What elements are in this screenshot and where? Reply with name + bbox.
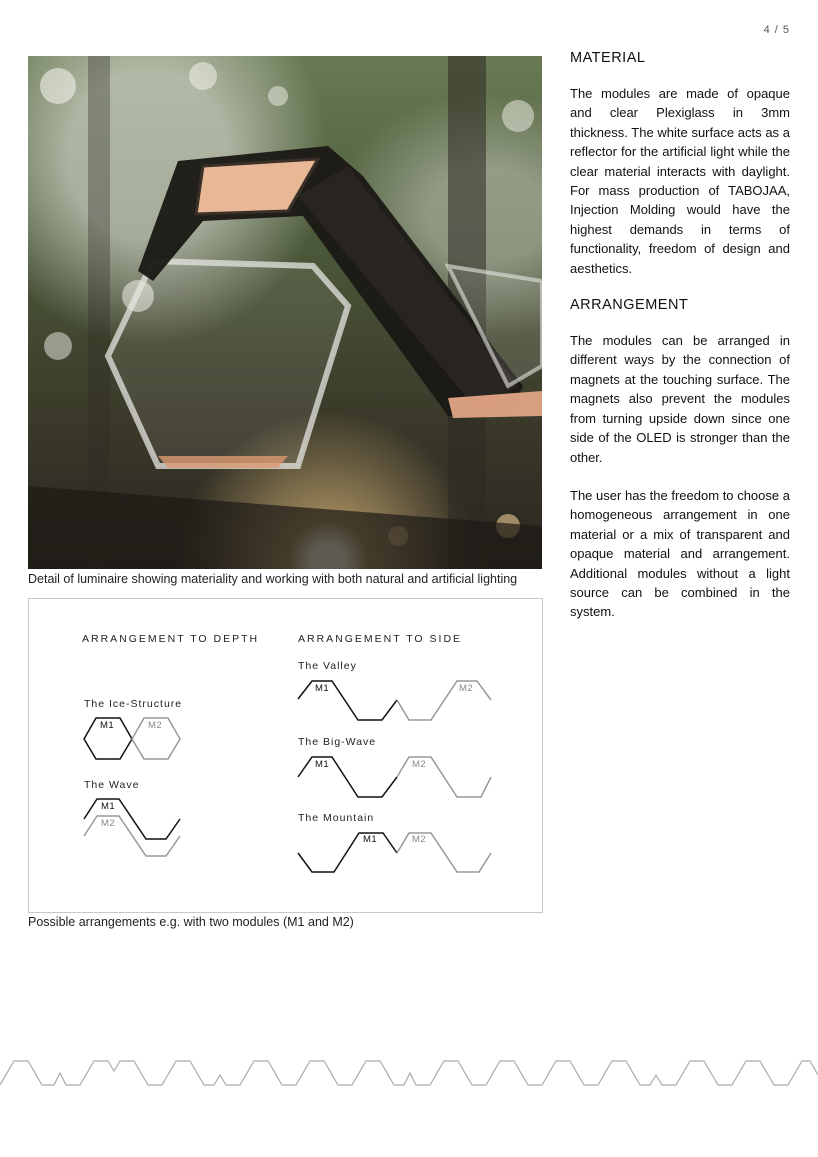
mountain-m1-shape [298, 833, 397, 872]
big-wave-m1-shape [298, 757, 397, 797]
ice-structure-label: The Ice-Structure [84, 698, 183, 710]
mountain-label: The Mountain [298, 812, 375, 824]
mountain-m1-label: M1 [363, 834, 378, 845]
valley-m1-shape [298, 681, 397, 720]
mountain-m2-label: M2 [412, 834, 427, 845]
big-wave-m1-label: M1 [315, 759, 330, 770]
ice-structure-m2-label: M2 [148, 720, 163, 731]
material-paragraph: The modules are made of opaque and clear Plexiglass in 3mm thickness. The white surface acts as a reflector for the artificial light while the clear material interacts with daylight. For mass production of TABOJAA, Injection Molding would have the highest demands in terms of functionality, freedom of design and aesthetics. [570, 86, 790, 276]
page-number: 4 / 5 [763, 24, 790, 36]
ice-structure-m1-label: M1 [100, 720, 115, 731]
wave-label: The Wave [84, 779, 140, 791]
side-heading: ARRANGEMENT TO SIDE [298, 633, 463, 645]
big-wave-label: The Big-Wave [298, 736, 377, 748]
valley-label: The Valley [298, 660, 357, 672]
diagram-caption: Possible arrangements e.g. with two modules (M1 and M2) [28, 915, 354, 929]
luminaire-photo [28, 56, 542, 569]
wave-m2-label: M2 [101, 818, 116, 829]
big-wave-m2-label: M2 [412, 759, 427, 770]
arrangement-title: ARRANGEMENT [570, 297, 689, 314]
valley-m1-label: M1 [315, 683, 330, 694]
footer-wave-decoration [0, 1055, 818, 1091]
depth-heading: ARRANGEMENT TO DEPTH [82, 633, 260, 645]
wave-m1-shape [84, 799, 180, 839]
luminaire-illustration [28, 56, 542, 569]
wave-m2-shape [84, 816, 180, 856]
valley-m2-shape [397, 681, 491, 720]
arrangement-diagram [28, 598, 543, 913]
material-title: MATERIAL [570, 50, 646, 66]
text-column [570, 50, 790, 641]
valley-m2-label: M2 [459, 683, 474, 694]
arrangement-paragraph-1: The modules can be arranged in different ways by the connection of magnets at the touching surface. The magnets also prevent the modules from turning upside down since one side of the OLED is stronger than the other. [570, 333, 790, 465]
wave-m1-label: M1 [101, 801, 116, 812]
photo-caption: Detail of luminaire showing materiality and working with both natural and artificial lighting [28, 572, 518, 586]
arrangement-shapes [29, 599, 542, 912]
arrangement-paragraph-2: The user has the freedom to choose a homogeneous arrangement in one material or a mix of transparent and opaque material and arrangement. Additional modules without a light source can be combined in the system. [570, 487, 790, 620]
